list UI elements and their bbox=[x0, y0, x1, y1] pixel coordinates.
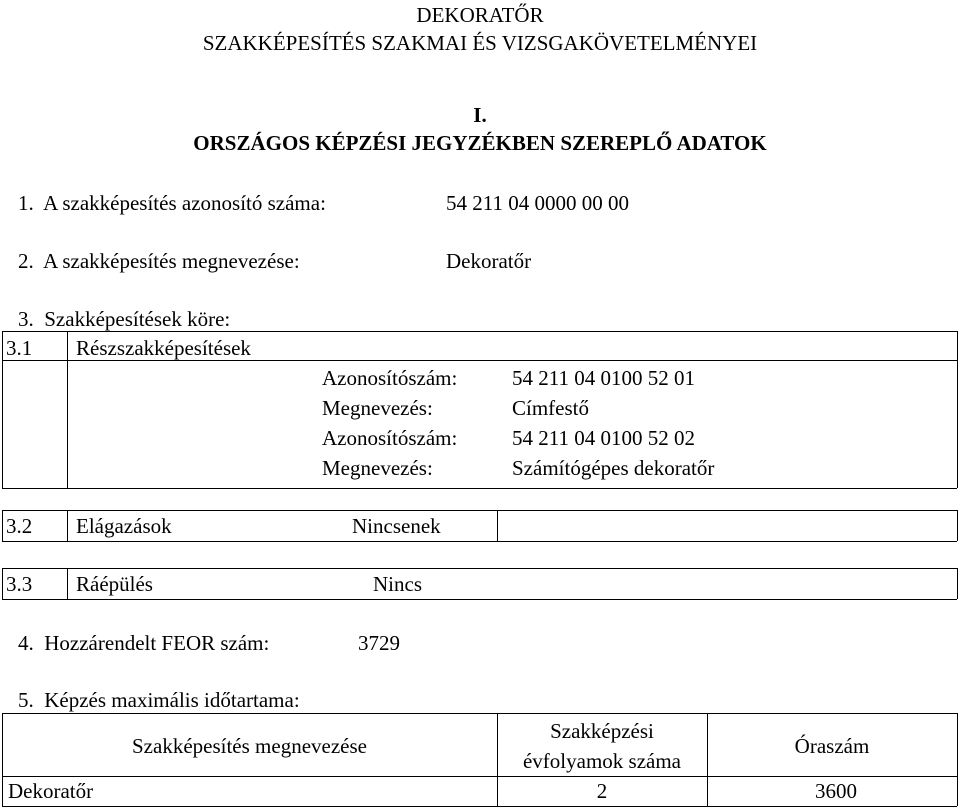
item-2-value: Dekoratőr bbox=[446, 249, 532, 273]
elagazasok-label: Elágazások bbox=[76, 514, 172, 538]
kepzes-row-name: Dekoratőr bbox=[8, 779, 94, 803]
reszszak-title: Részszakképesítések bbox=[76, 336, 251, 360]
reszszak-number: 3.1 bbox=[6, 336, 33, 360]
reszszak-value-4: Számítógépes dekoratőr bbox=[512, 456, 715, 480]
reszszak-key-4: Megnevezés: bbox=[322, 456, 433, 480]
kepzes-header-evfolyam-2: évfolyamok száma bbox=[522, 749, 682, 773]
reszszak-key-3: Azonosítószám: bbox=[322, 426, 458, 450]
elagazasok-number: 3.2 bbox=[6, 514, 33, 538]
document-subtitle: SZAKKÉPESÍTÉS SZAKMAI ÉS VIZSGAKÖVETELMÉNYEI bbox=[202, 31, 758, 55]
raepules-label: Ráépülés bbox=[76, 572, 153, 596]
raepules-value: Nincs bbox=[373, 572, 422, 596]
item-1-value: 54 211 04 0000 00 00 bbox=[446, 191, 629, 215]
reszszak-value-3: 54 211 04 0100 52 02 bbox=[512, 426, 695, 450]
reszszak-value-1: 54 211 04 0100 52 01 bbox=[512, 366, 695, 390]
kepzes-label: 5. Képzés maximális időtartama: bbox=[18, 688, 300, 712]
item-3-label: 3. Szakképesítések köre: bbox=[18, 307, 231, 331]
item-2-label: 2. A szakképesítés megnevezése: bbox=[18, 249, 300, 273]
section-title: ORSZÁGOS KÉPZÉSI JEGYZÉKBEN SZEREPLŐ ADATOK bbox=[193, 131, 767, 155]
kepzes-header-evfolyam-1: Szakképzési bbox=[550, 719, 654, 743]
kepzes-header-name: Szakképesítés megnevezése bbox=[132, 734, 367, 758]
kepzes-row-oraszam: 3600 bbox=[815, 779, 857, 803]
kepzes-row-evfolyam: 2 bbox=[596, 779, 608, 803]
reszszak-key-2: Megnevezés: bbox=[322, 396, 433, 420]
reszszak-key-1: Azonosítószám: bbox=[322, 366, 458, 390]
document-title: DEKORATŐR bbox=[416, 3, 544, 27]
section-number: I. bbox=[473, 103, 487, 127]
feor-label: 4. Hozzárendelt FEOR szám: bbox=[18, 631, 270, 655]
feor-value: 3729 bbox=[358, 631, 400, 655]
elagazasok-value: Nincsenek bbox=[352, 514, 441, 538]
raepules-number: 3.3 bbox=[6, 572, 33, 596]
kepzes-header-oraszam: Óraszám bbox=[794, 734, 870, 758]
reszszak-value-2: Címfestő bbox=[512, 396, 589, 420]
item-1-label: 1. A szakképesítés azonosító száma: bbox=[18, 191, 326, 215]
